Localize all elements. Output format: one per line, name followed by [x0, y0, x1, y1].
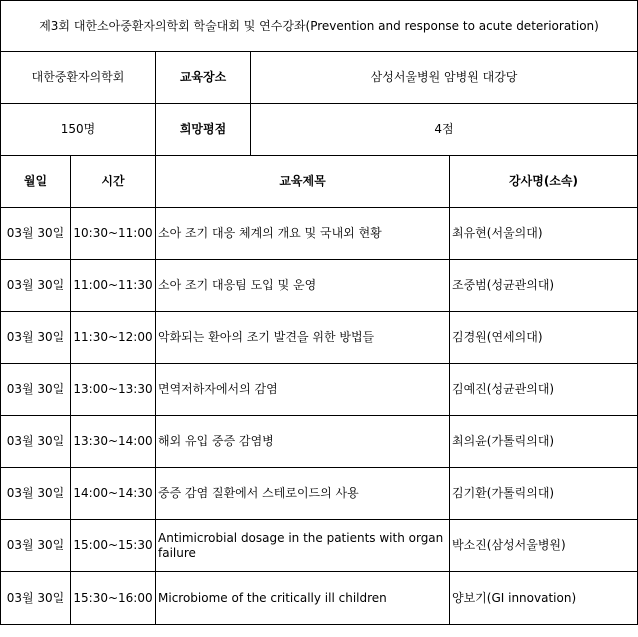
row-time: 15:30~16:00 — [71, 572, 156, 625]
row-time: 11:30~12:00 — [71, 312, 156, 364]
row-subject: Microbiome of the critically ill children — [156, 572, 450, 625]
row-lecturer: 최의윤(가톨릭의대) — [450, 416, 638, 468]
header-time: 시간 — [71, 156, 156, 208]
row-subject: 중증 감염 질환에서 스테로이드의 사용 — [156, 468, 450, 520]
venue-value: 삼성서울병원 암병원 대강당 — [251, 52, 638, 104]
header-row — [1, 156, 638, 208]
table-row — [1, 416, 638, 468]
row-subject: 악화되는 환아의 조기 발견을 위한 방법들 — [156, 312, 450, 364]
info-row-venue — [1, 52, 638, 104]
row-date: 03월 30일 — [1, 468, 71, 520]
table-row — [1, 208, 638, 260]
table-row — [1, 572, 638, 625]
row-lecturer: 김기환(가톨릭의대) — [450, 468, 638, 520]
title-row — [1, 1, 638, 52]
row-subject: Antimicrobial dosage in the patients with organ failure — [156, 520, 450, 572]
row-time: 14:00~14:30 — [71, 468, 156, 520]
row-lecturer: 박소진(삼성서울병원) — [450, 520, 638, 572]
capacity-value: 150명 — [1, 104, 156, 156]
row-time: 10:30~11:00 — [71, 208, 156, 260]
table-row — [1, 364, 638, 416]
header-subject: 교육제목 — [156, 156, 450, 208]
row-lecturer: 최유현(서울의대) — [450, 208, 638, 260]
row-date: 03월 30일 — [1, 572, 71, 625]
row-date: 03월 30일 — [1, 208, 71, 260]
points-value: 4점 — [251, 104, 638, 156]
document-title: 제3회 대한소아중환자의학회 학술대회 및 연수강좌(Prevention and response to acute deterioration) — [1, 1, 638, 52]
row-time: 11:00~11:30 — [71, 260, 156, 312]
table-row — [1, 312, 638, 364]
row-date: 03월 30일 — [1, 312, 71, 364]
row-lecturer: 조중범(성균관의대) — [450, 260, 638, 312]
row-lecturer: 양보기(GI innovation) — [450, 572, 638, 625]
row-date: 03월 30일 — [1, 416, 71, 468]
row-date: 03월 30일 — [1, 260, 71, 312]
row-lecturer: 김예진(성균관의대) — [450, 364, 638, 416]
table-row — [1, 468, 638, 520]
header-lecturer: 강사명(소속) — [450, 156, 638, 208]
row-subject: 해외 유입 중증 감염병 — [156, 416, 450, 468]
row-time: 13:30~14:00 — [71, 416, 156, 468]
points-label: 희망평점 — [156, 104, 251, 156]
info-row-points — [1, 104, 638, 156]
organizer-cell: 대한중환자의학회 — [1, 52, 156, 104]
row-date: 03월 30일 — [1, 520, 71, 572]
row-date: 03월 30일 — [1, 364, 71, 416]
table-row — [1, 260, 638, 312]
row-time: 15:00~15:30 — [71, 520, 156, 572]
row-subject: 소아 조기 대응 체계의 개요 및 국내외 현황 — [156, 208, 450, 260]
row-subject: 소아 조기 대응팀 도입 및 운영 — [156, 260, 450, 312]
row-time: 13:00~13:30 — [71, 364, 156, 416]
row-subject: 면역저하자에서의 감염 — [156, 364, 450, 416]
header-date: 월일 — [1, 156, 71, 208]
table-row — [1, 520, 638, 572]
venue-label: 교육장소 — [156, 52, 251, 104]
row-lecturer: 김경원(연세의대) — [450, 312, 638, 364]
